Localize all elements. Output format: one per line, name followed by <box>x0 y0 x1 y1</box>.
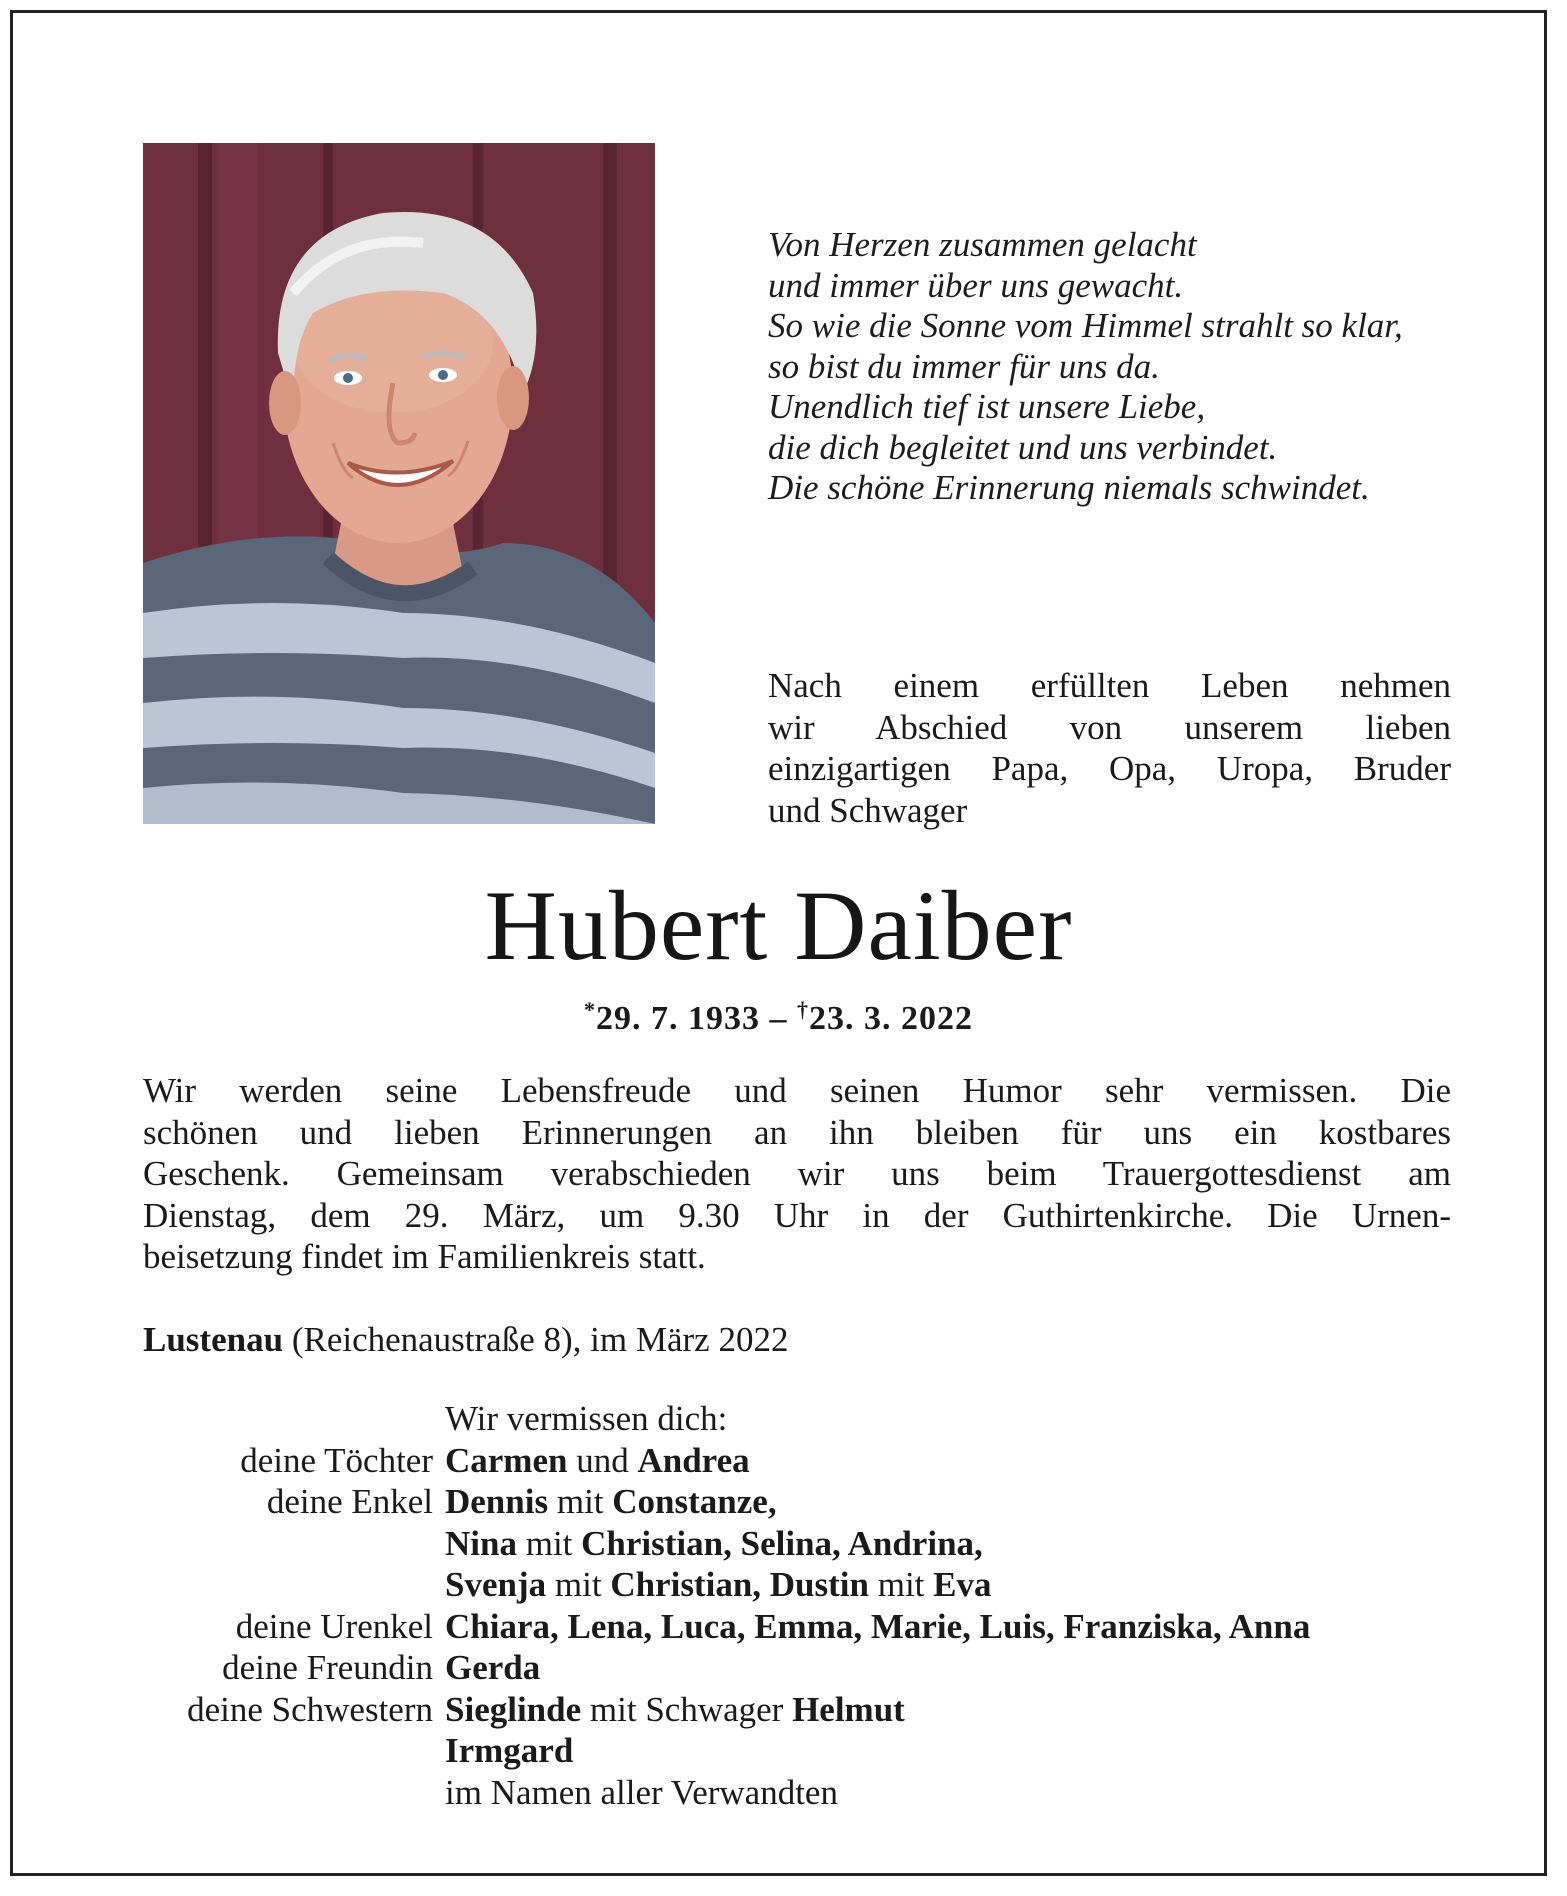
place-and-date <box>143 1320 788 1360</box>
relation-label: deine Töchter <box>240 1440 433 1480</box>
mourners-list <box>13 1398 1550 1813</box>
relation-label: deine Urenkel <box>235 1606 433 1646</box>
mourner-name: Chiara, Lena, Luca, Emma, Marie, Luis, Franziska, Anna <box>445 1606 1311 1646</box>
mourner-name: Gerda <box>445 1648 541 1687</box>
poem-line: die dich begleitet und uns verbindet. <box>768 427 1278 467</box>
death-symbol: † <box>797 997 809 1022</box>
intro-line: wir Abschied von unserem lieben <box>768 707 1451 747</box>
mourner-row <box>13 1730 1550 1772</box>
connector-text: mit Schwager <box>581 1689 793 1729</box>
life-dates <box>13 997 1544 1038</box>
deceased-name: Hubert Daiber <box>484 870 1073 981</box>
mourner-name: Helmut <box>792 1689 905 1729</box>
mourner-name: Sieglinde <box>445 1689 582 1729</box>
connector-text: mit <box>548 1482 613 1521</box>
mourner-names <box>445 1647 540 1689</box>
relation-label: deine Freundin <box>222 1648 433 1687</box>
mourner-row <box>13 1523 1550 1565</box>
portrait-photo <box>143 143 655 824</box>
town: Lustenau <box>143 1320 284 1359</box>
obituary-card <box>10 10 1547 1876</box>
intro-text <box>768 665 1451 831</box>
intro-line: einzigartigen Papa, Opa, Uropa, Bruder <box>768 749 1451 788</box>
mourner-row <box>13 1689 1550 1731</box>
mourner-name: Andrea <box>637 1440 750 1480</box>
body-line: Dienstag, dem 29. März, um 9.30 Uhr in der Guthirtenkirche. Die Urnen- <box>143 1195 1451 1235</box>
connector-text: mit <box>546 1565 611 1604</box>
poem-line: und immer über uns gewacht. <box>768 265 1184 305</box>
relation-label: deine Enkel <box>266 1482 433 1521</box>
mourner-name: Dennis <box>445 1482 549 1521</box>
body-line: Geschenk. Gemeinsam verabschieden wir uns beim Trauergottesdienst am <box>143 1154 1451 1193</box>
poem-line: Von Herzen zusammen gelacht <box>768 225 1197 264</box>
mourner-row <box>13 1564 1550 1606</box>
mourner-row <box>13 1481 1550 1523</box>
mourners-heading-row <box>13 1398 1550 1440</box>
mourner-names <box>445 1606 1310 1648</box>
mourner-names <box>445 1564 992 1606</box>
mourner-row <box>13 1772 1550 1814</box>
mourner-row <box>13 1647 1550 1689</box>
body-line: Wir werden seine Lebensfreude und seinen Humor sehr vermissen. Die <box>143 1071 1451 1110</box>
poem-line: Unendlich tief ist unsere Liebe, <box>768 387 1206 426</box>
mourner-name: Christian, Dustin <box>610 1565 869 1604</box>
body-line: schönen und lieben Erinnerungen an ihn bleiben für uns ein kostbares <box>143 1112 1451 1152</box>
poem-line: So wie die Sonne vom Himmel strahlt so klar, <box>768 306 1403 345</box>
death-date: 23. 3. 2022 <box>809 1000 973 1037</box>
body-text <box>143 1070 1451 1278</box>
relation-label: deine Schwestern <box>187 1689 433 1729</box>
mourner-name: Irmgard <box>445 1731 574 1770</box>
mourner-name: Constanze, <box>612 1482 777 1521</box>
mourners-heading: Wir vermissen dich: <box>445 1399 728 1438</box>
poem <box>768 225 1488 509</box>
mourner-name: Eva <box>933 1565 992 1604</box>
birth-symbol: * <box>584 997 596 1022</box>
connector-text: und <box>567 1440 638 1480</box>
mourner-row <box>13 1606 1550 1648</box>
mourner-names <box>445 1523 983 1565</box>
connector-text: mit <box>516 1523 582 1563</box>
mourner-rows <box>13 1440 1550 1814</box>
mourner-row <box>13 1440 1550 1482</box>
address-date: (Reichenaustraße 8), im März 2022 <box>283 1320 789 1359</box>
mourner-name: Nina <box>445 1523 517 1563</box>
connector-text: mit <box>868 1565 934 1604</box>
poem-line: Die schöne Erinnerung niemals schwindet. <box>768 468 1370 507</box>
mourner-name: Carmen <box>445 1440 568 1480</box>
connector-text: im Namen aller Verwandten <box>445 1772 838 1812</box>
poem-line: so bist du immer für uns da. <box>768 346 1160 386</box>
mourner-name: Svenja <box>445 1565 547 1604</box>
body-line: beisetzung findet im Familienkreis statt. <box>143 1237 706 1276</box>
date-separator: – <box>760 1000 797 1037</box>
mourner-names <box>445 1689 905 1731</box>
birth-date: 29. 7. 1933 <box>596 1000 760 1037</box>
mourner-names <box>445 1772 838 1814</box>
mourner-names <box>445 1440 750 1482</box>
mourner-names <box>445 1481 777 1523</box>
mourner-name: Christian, Selina, Andrina, <box>581 1523 983 1563</box>
portrait-illustration <box>143 143 655 824</box>
intro-line: Nach einem erfüllten Leben nehmen <box>768 666 1451 705</box>
mourner-names <box>445 1730 573 1772</box>
intro-line: und Schwager <box>768 790 968 830</box>
